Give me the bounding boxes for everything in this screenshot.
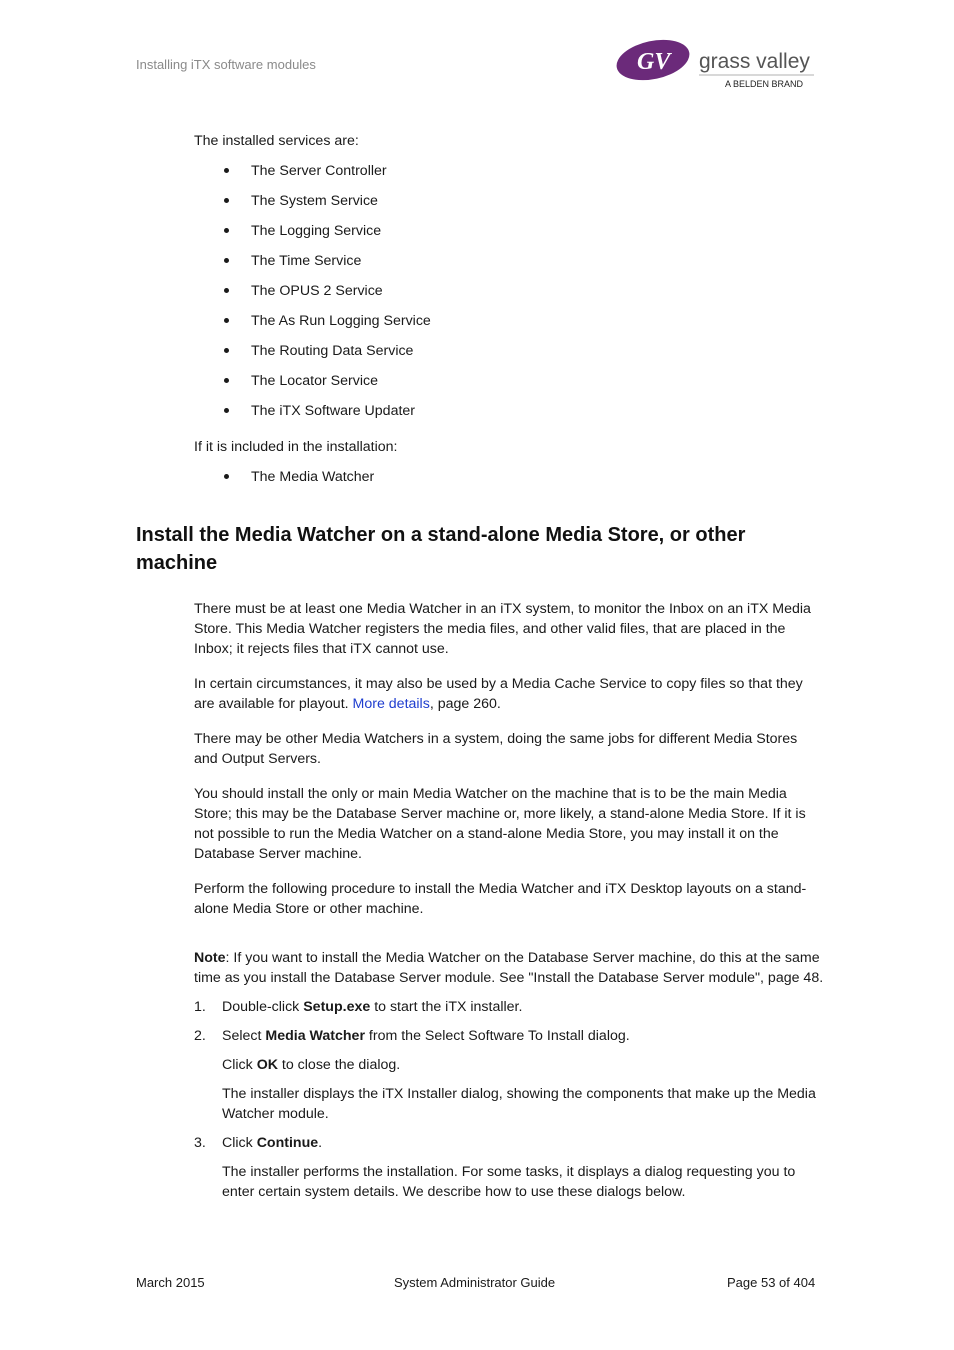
step: 1. Double-click Setup.exe to start the iTX installer. <box>194 999 523 1015</box>
conditional-intro: If it is included in the installation: <box>194 439 398 455</box>
step-detail: Click OK to close the dialog. <box>222 1057 401 1073</box>
paragraph: You should install the only or main Media Watcher on the machine that is to be the main Media Store; this may be the Database Server machine or, more likely, a stand-alone Media Store. If it is not possible to run the Media Watcher on a stand-alone Media Store, you may install it on the Database Server machine. <box>194 786 806 862</box>
section-body <box>194 599 824 1211</box>
logo-text: grass valley <box>699 50 810 73</box>
list-item: The iTX Software Updater <box>194 401 824 437</box>
list-item: The Time Service <box>194 251 824 281</box>
svg-text:GV: GV <box>637 49 671 75</box>
intro-text: The installed services are: <box>194 133 359 149</box>
list-item: The Routing Data Service <box>194 341 824 371</box>
list-item: The Logging Service <box>194 221 824 251</box>
procedure-steps <box>194 997 824 1202</box>
services-section <box>194 131 824 497</box>
step-detail: The installer performs the installation. For some tasks, it displays a dialog requesting you to enter certain system details. We describe how to use these dialogs below. <box>222 1164 796 1200</box>
list-item: The System Service <box>194 191 824 221</box>
step: 3. Click Continue. The installer performs the installation. For some tasks, it displays a dialog requesting you to enter certain system details. We describe how to use these dialogs below. <box>194 1133 824 1202</box>
list-item: The As Run Logging Service <box>194 311 824 341</box>
running-header: Installing iTX software modules <box>136 57 316 72</box>
logo-subtext: A BELDEN BRAND <box>725 79 804 89</box>
more-details-link[interactable]: More details <box>352 696 430 712</box>
step: 2. Select Media Watcher from the Select Software To Install dialog. Click OK to close the dialog. The installer displays the iTX Installer dialog, showing the components that make up the Media Watcher module. <box>194 1026 824 1124</box>
paragraph: Perform the following procedure to install the Media Watcher and iTX Desktop layouts on a stand-alone Media Store or other machine. <box>194 881 807 917</box>
paragraph: There may be other Media Watchers in a system, doing the same jobs for different Media Stores and Output Servers. <box>194 731 798 767</box>
section-heading: Install the Media Watcher on a stand-alone Media Store, or other machine <box>136 524 746 574</box>
footer-date: March 2015 <box>136 1275 205 1290</box>
list-item: The Locator Service <box>194 371 824 401</box>
conditional-list <box>194 467 824 497</box>
note-label: Note <box>194 950 226 966</box>
note: Note: If you want to install the Media Watcher on the Database Server machine, do this at the same time as you install the Database Server module. See "Install the Database Server module", page 48. <box>194 950 824 986</box>
footer-title: System Administrator Guide <box>394 1275 556 1290</box>
grass-valley-logo <box>615 37 820 92</box>
services-list <box>194 161 824 437</box>
paragraph: In certain circumstances, it may also be used by a Media Cache Service to copy files so that they are available for playout. More details, page 260. <box>194 676 803 712</box>
paragraph: There must be at least one Media Watcher in an iTX system, to monitor the Inbox on an iTX Media Store. This Media Watcher registers the media files, and other valid files, that are placed in the Inbox; it rejects files that iTX cannot use. <box>194 601 811 657</box>
list-item: The OPUS 2 Service <box>194 281 824 311</box>
footer-page-number: Page 53 of 404 <box>727 1275 816 1290</box>
step-detail: The installer displays the iTX Installer dialog, showing the components that make up the Media Watcher module. <box>222 1086 816 1122</box>
list-item: The Media Watcher <box>194 467 824 497</box>
list-item: The Server Controller <box>194 161 824 191</box>
